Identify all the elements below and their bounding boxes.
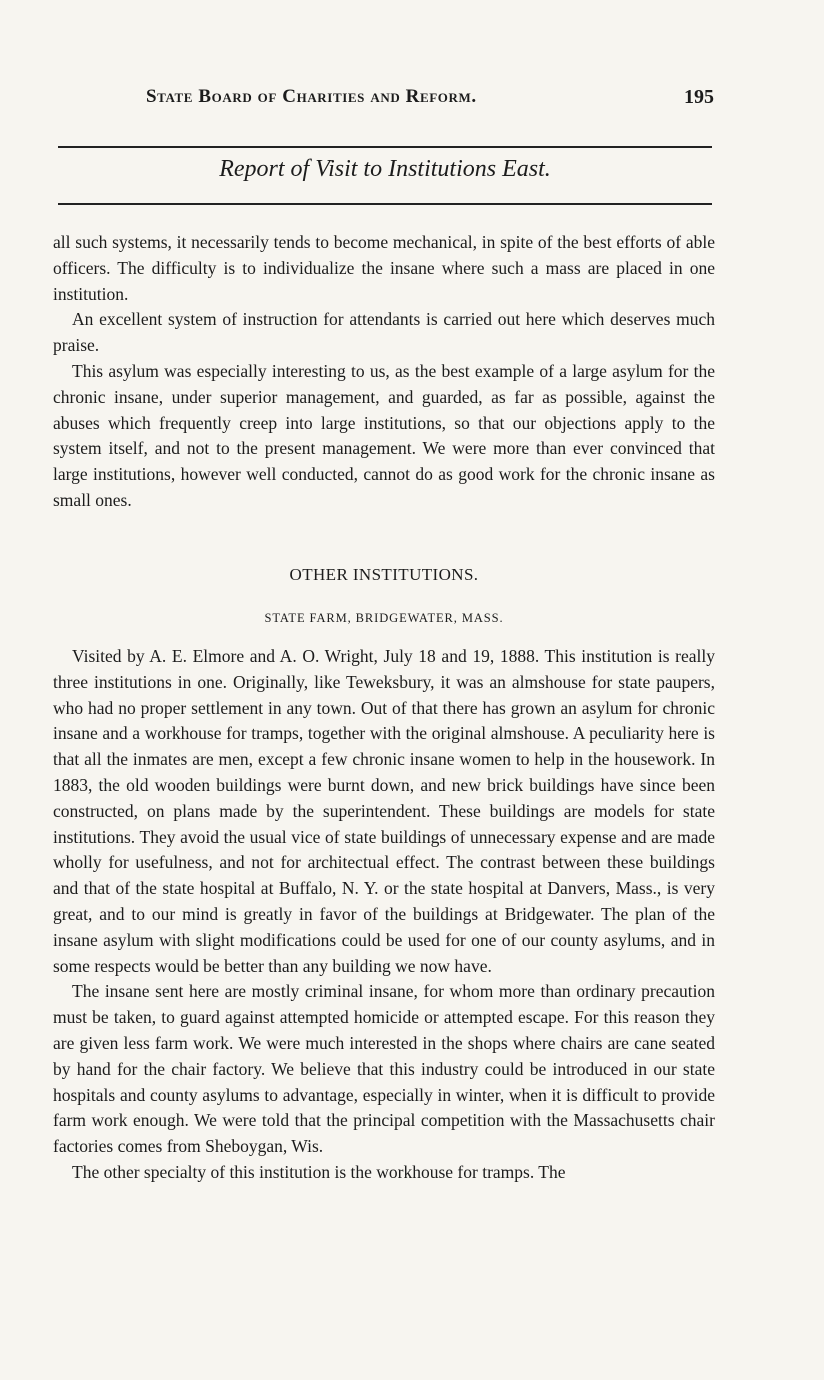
paragraph-visit: Visited by A. E. Elmore and A. O. Wright, July 18 and 19, 1888. This institution is really three institutions in one. Originally, like Teweksbury, it was an almshouse for state paupers, who had no proper settlement in any town. Out of that there has grown an asylum for chronic insane and a workhouse for tramps, together with the original almshouse. A peculiarity here is that all the inmates are men, except a few chronic insane women to help in the housework. In 1883, the old wooden buildings were burnt down, and new brick buildings have since been constructed, on plans made by the superintendent. These buildings are models for state institutions. They avoid the usual vice of state buildings of unnecessary expense and are made wholly for usefulness, and not for architectual effect. The contrast between these buildings and that of the state hospital at Buffalo, N. Y. or the state hospital at Danvers, Mass., is very great, and to our mind is greatly in favor of the buildings at Bridgewater. The plan of the insane asylum with slight modifications could be used for one of our county asylums, and in some respects would be better than any building we now have. bbox=[53, 646, 715, 976]
heading-other-institutions: OTHER INSTITUTIONS. bbox=[289, 565, 479, 584]
page-header bbox=[56, 86, 722, 116]
bottom-rule bbox=[58, 203, 712, 205]
top-rule bbox=[58, 146, 712, 148]
page-number: 195 bbox=[684, 86, 714, 108]
paragraph-asylum: This asylum was especially interesting to us, as the best example of a large asylum for the chronic insane, under superior management, and guarded, as far as possible, against the abuses which frequently creep into large institutions, so that our objections apply to the system itself, and not to the present management. We were more than ever convinced that large institutions, however well conducted, cannot do as good work for the chronic insane as small ones. bbox=[53, 360, 715, 510]
body-text-top bbox=[53, 230, 715, 514]
paragraph-continuation: all such systems, it necessarily tends to become mechanical, in spite of the best efforts of able officers. The difficulty is to individualize the insane where such a mass are placed in one institution. bbox=[53, 232, 715, 304]
section-title: Report of Visit to Institutions East. bbox=[219, 156, 551, 182]
paragraph-criminal-insane: The insane sent here are mostly criminal insane, for whom more than ordinary precaution must be taken, to guard against attempted homicide or attempted escape. For this reason they are given less farm work. We were much interested in the shops where chairs are cane seated by hand for the chair factory. We believe that this industry could be introduced in our state hospitals and county asylums to advantage, especially in winter, when it is difficult to provide farm work enough. We were told that the principal competition with the Massachusetts chair factories comes from Sheboygan, Wis. bbox=[53, 981, 715, 1157]
heading-state-farm: STATE FARM, BRIDGEWATER, MASS. bbox=[264, 611, 504, 625]
running-title: State Board of Charities and Reform. bbox=[146, 86, 477, 107]
paragraph-workhouse: The other specialty of this institution is the workhouse for tramps. The bbox=[72, 1161, 566, 1182]
body-text-bottom bbox=[53, 644, 715, 1186]
paragraph-attendants: An excellent system of instruction for attendants is carried out here which deserves much praise. bbox=[53, 309, 715, 356]
